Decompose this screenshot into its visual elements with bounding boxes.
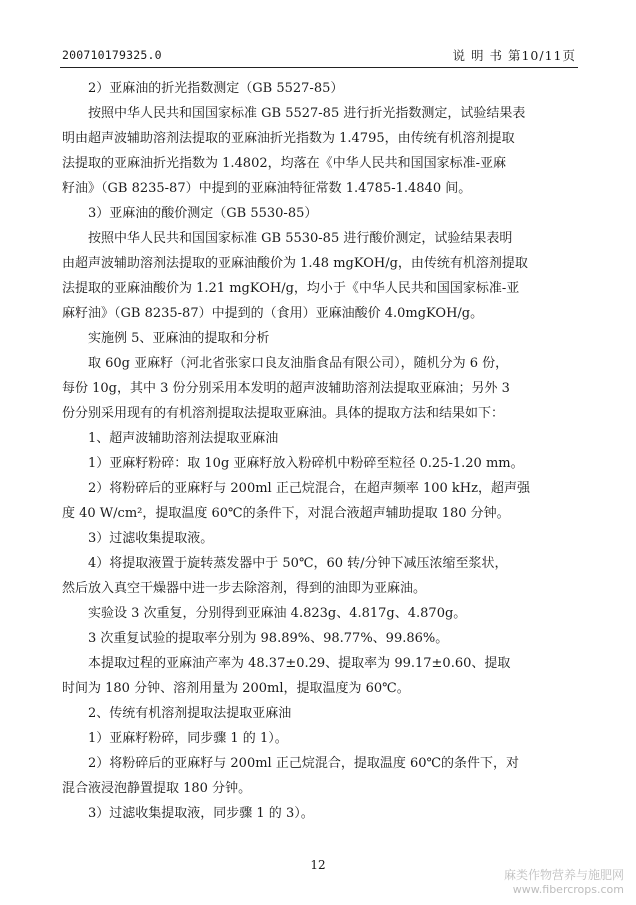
step-line: 2）将粉碎后的亚麻籽与 200ml 正己烷混合，提取温度 60℃的条件下，对: [88, 756, 520, 771]
paragraph-line: 份分别采用现有的有机溶剂提取法提取亚麻油。具体的提取方法和结果如下：: [62, 406, 505, 421]
example-heading: 实施例 5、亚麻油的提取和分析: [88, 331, 270, 346]
paragraph-line: 按照中华人民共和国国家标准 GB 5527-85 进行折光指数测定，试验结果表: [88, 106, 526, 121]
paragraph-line: 由超声波辅助溶剂法提取的亚麻油酸价为 1.48 mgKOH/g，由传统有机溶剂提取: [62, 256, 528, 271]
method-heading: 2、传统有机溶剂提取法提取亚麻油: [88, 706, 292, 721]
paragraph-line: 明由超声波辅助溶剂法提取的亚麻油折光指数为 1.4795，由传统有机溶剂提取: [62, 131, 515, 146]
page-info: 说 明 书 第10/11页: [452, 48, 576, 63]
paragraph-line: 取 60g 亚麻籽（河北省张家口良友油脂食品有限公司），随机分为 6 份，: [88, 356, 509, 371]
paragraph-line: 时间为 180 分钟、溶剂用量为 200ml，提取温度为 60℃。: [62, 681, 410, 696]
step-line: 3）过滤收集提取液。: [88, 531, 214, 546]
step-line: 4）将提取液置于旋转蒸发器中于 50℃，60 转/分钟下减压浓缩至浆状，: [88, 556, 508, 571]
paragraph-line: 每份 10g，其中 3 份分别采用本发明的超声波辅助溶剂法提取亚麻油；另外 3: [62, 381, 510, 396]
paragraph-line: 然后放入真空干燥器中进一步去除溶剂，得到的油即为亚麻油。: [62, 581, 427, 596]
watermark-url: www.fibercrops.com: [512, 883, 624, 896]
paragraph-line: 按照中华人民共和国国家标准 GB 5530-85 进行酸价测定，试验结果表明: [88, 231, 513, 246]
paragraph-line: 3 次重复试验的提取率分别为 98.89%、98.77%、99.86%。: [88, 631, 449, 646]
paragraph-line: 度 40 W/cm²，提取温度 60℃的条件下，对混合液超声辅助提取 180 分钟。: [62, 506, 510, 521]
method-heading: 1、超声波辅助溶剂法提取亚麻油: [88, 431, 279, 446]
paragraph-line: 实验设 3 次重复，分别得到亚麻油 4.823g、4.817g、4.870g。: [88, 606, 467, 621]
paragraph-line: 麻籽油》（GB 8235-87）中提到的（食用）亚麻油酸价 4.0mgKOH/g。: [62, 306, 484, 321]
step-line: 1）亚麻籽粉碎，同步骤 1 的 1）。: [88, 731, 288, 746]
subsection-heading: 3）亚麻油的酸价测定（GB 5530-85）: [88, 206, 318, 221]
doc-number: 200710179325.0: [62, 48, 162, 62]
paragraph-line: 法提取的亚麻油折光指数为 1.4802，均落在《中华人民共和国国家标准-亚麻: [62, 156, 507, 171]
paragraph-line: 法提取的亚麻油酸价为 1.21 mgKOH/g，均小于《中华人民共和国国家标准-亚: [62, 281, 520, 296]
paragraph-line: 本提取过程的亚麻油产率为 48.37±0.29、提取率为 99.17±0.60、提取: [88, 656, 511, 671]
subsection-heading: 2）亚麻油的折光指数测定（GB 5527-85）: [88, 81, 344, 96]
watermark-title: 麻类作物营养与施肥网: [503, 868, 624, 882]
paragraph-line: 混合液浸泡静置提取 180 分钟。: [62, 781, 252, 796]
header-divider: [60, 67, 578, 68]
step-line: 2）将粉碎后的亚麻籽与 200ml 正己烷混合，在超声频率 100 kHz，超声强: [88, 481, 530, 496]
paragraph-line: 籽油》（GB 8235-87）中提到的亚麻油特征常数 1.4785-1.4840 间。: [62, 181, 472, 196]
step-line: 1）亚麻籽粉碎：取 10g 亚麻籽放入粉碎机中粉碎至粒径 0.25-1.20 mm。: [88, 456, 524, 471]
step-line: 3）过滤收集提取液，同步骤 1 的 3）。: [88, 806, 314, 821]
page-number: 12: [310, 858, 326, 872]
site-watermark: [504, 868, 624, 897]
